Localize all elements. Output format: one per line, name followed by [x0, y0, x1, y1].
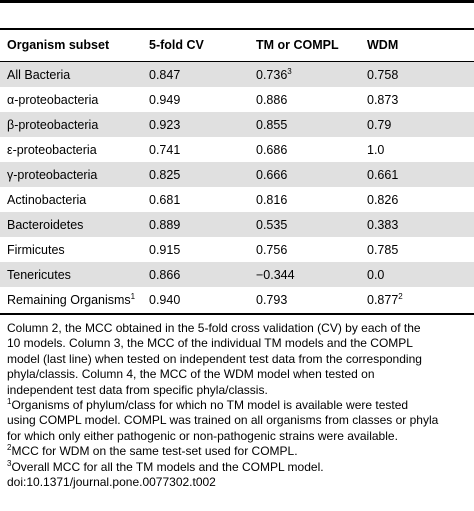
cell-five-fold-cv-value: 0.681 [149, 192, 181, 207]
cell-wdm-value: 0.383 [367, 217, 399, 232]
cell-tm-or-compl-value: 0.756 [256, 242, 288, 257]
cell-five-fold-cv-value: 0.940 [149, 292, 181, 307]
cell-five-fold-cv [142, 112, 249, 137]
footnote-marker: 2 [398, 291, 403, 301]
cell-organism [0, 62, 142, 87]
table-row [0, 62, 474, 87]
cell-wdm-value: 0.661 [367, 167, 399, 182]
cell-tm-or-compl-value: 0.855 [256, 117, 288, 132]
table-row [0, 162, 474, 187]
cell-tm-or-compl [249, 262, 360, 287]
table-row [0, 287, 474, 312]
cell-five-fold-cv [142, 162, 249, 187]
footnote-1-line: Organisms of phylum/class for which no TM model is available were tested [11, 398, 409, 413]
cell-five-fold-cv-value: 0.866 [149, 267, 181, 282]
cell-wdm-value: 0.0 [367, 267, 385, 282]
table-row [0, 212, 474, 237]
cell-organism [0, 262, 142, 287]
cell-five-fold-cv-value: 0.915 [149, 242, 181, 257]
header-wdm: WDM [367, 38, 399, 52]
cell-wdm [360, 187, 474, 212]
cell-tm-or-compl-value: 0.886 [256, 92, 288, 107]
caption-line: 10 models. Column 3, the MCC of the individual TM models and the COMPL [7, 336, 413, 351]
table-row [0, 137, 474, 162]
cell-wdm-value: 1.0 [367, 142, 385, 157]
caption-line: model (last line) when tested on independent test data from the corresponding [7, 351, 422, 366]
cell-tm-or-compl-value: 0.666 [256, 167, 288, 182]
cell-wdm [360, 237, 474, 262]
caption-line: phyla/classis. Column 4, the MCC of the WDM model when tested on [7, 367, 375, 382]
cell-five-fold-cv-value: 0.847 [149, 67, 181, 82]
table-row [0, 187, 474, 212]
cell-tm-or-compl-value: 0.535 [256, 217, 288, 232]
footnote-3 [7, 460, 474, 475]
footnote-2-text: MCC for WDM on the same test-set used for COMPL. [11, 444, 298, 459]
table-top-rule [0, 0, 474, 3]
cell-wdm-value: 0.758 [367, 67, 399, 82]
cell-five-fold-cv [142, 87, 249, 112]
header-tm-or-compl: TM or COMPL [256, 38, 339, 52]
table-row [0, 87, 474, 112]
footnote-3-text: Overall MCC for all the TM models and the COMPL model. [11, 459, 324, 474]
cell-organism [0, 87, 142, 112]
cell-wdm-value: 0.785 [367, 242, 399, 257]
table-body [0, 62, 474, 312]
cell-organism-value: Tenericutes [7, 267, 71, 282]
cell-organism [0, 112, 142, 137]
cell-wdm-value: 0.873 [367, 92, 399, 107]
cell-five-fold-cv-value: 0.889 [149, 217, 181, 232]
cell-five-fold-cv [142, 262, 249, 287]
cell-tm-or-compl-value: 0.686 [256, 142, 288, 157]
footnote-2-mark: 2 [7, 443, 12, 453]
cell-wdm-value: 0.877 [367, 292, 399, 307]
cell-five-fold-cv [142, 212, 249, 237]
cell-tm-or-compl-value: 0.816 [256, 192, 288, 207]
cell-wdm [360, 162, 474, 187]
cell-tm-or-compl [249, 137, 360, 162]
table-row [0, 112, 474, 137]
table-row [0, 237, 474, 262]
cell-wdm [360, 87, 474, 112]
cell-five-fold-cv [142, 287, 249, 312]
cell-organism-value: Bacteroidetes [7, 217, 84, 232]
cell-organism [0, 212, 142, 237]
cell-organism [0, 162, 142, 187]
cell-tm-or-compl [249, 162, 360, 187]
cell-organism-value: Firmicutes [7, 242, 65, 257]
caption-line: Column 2, the MCC obtained in the 5-fold cross validation (CV) by each of the [7, 321, 421, 335]
cell-organism-value: ε-proteobacteria [7, 142, 97, 157]
results-table [0, 62, 474, 312]
cell-organism [0, 137, 142, 162]
cell-five-fold-cv-value: 0.741 [149, 142, 181, 157]
header-organism-subset: Organism subset [7, 38, 110, 52]
cell-tm-or-compl [249, 112, 360, 137]
footnote-1 [7, 398, 474, 444]
caption-line: independent test data from specific phyla/classis. [7, 382, 268, 397]
cell-tm-or-compl-value: −0.344 [256, 267, 295, 282]
cell-organism-value: α-proteobacteria [7, 92, 99, 107]
cell-tm-or-compl [249, 187, 360, 212]
cell-organism-value: All Bacteria [7, 67, 71, 82]
cell-five-fold-cv-value: 0.949 [149, 92, 181, 107]
cell-tm-or-compl-value: 0.736 [256, 67, 288, 82]
cell-wdm [360, 262, 474, 287]
footnote-1-line: for which only either pathogenic or non-pathogenic strains were available. [7, 428, 398, 443]
cell-tm-or-compl [249, 62, 360, 87]
footnote-3-mark: 3 [7, 458, 12, 468]
table-row [0, 262, 474, 287]
cell-organism-value: γ-proteobacteria [7, 167, 98, 182]
doi-line: doi:10.1371/journal.pone.0077302.t002 [7, 475, 216, 490]
cell-five-fold-cv [142, 237, 249, 262]
cell-organism-value: Remaining Organisms [7, 292, 131, 307]
cell-five-fold-cv [142, 137, 249, 162]
footnote-2 [7, 444, 474, 459]
header-five-fold-cv: 5-fold CV [149, 38, 204, 52]
cell-tm-or-compl-value: 0.793 [256, 292, 288, 307]
cell-organism [0, 287, 142, 312]
cell-wdm [360, 62, 474, 87]
cell-wdm [360, 112, 474, 137]
cell-wdm [360, 137, 474, 162]
footnote-marker: 3 [287, 66, 292, 76]
cell-organism [0, 237, 142, 262]
cell-tm-or-compl [249, 287, 360, 312]
cell-wdm [360, 287, 474, 312]
table-caption [7, 321, 474, 398]
cell-organism-value: Actinobacteria [7, 192, 87, 207]
cell-five-fold-cv-value: 0.825 [149, 167, 181, 182]
table-bottom-rule [0, 313, 474, 315]
cell-tm-or-compl [249, 237, 360, 262]
cell-tm-or-compl [249, 87, 360, 112]
cell-wdm-value: 0.79 [367, 117, 392, 132]
cell-wdm-value: 0.826 [367, 192, 399, 207]
cell-tm-or-compl [249, 212, 360, 237]
footnote-marker: 1 [130, 291, 136, 301]
cell-five-fold-cv [142, 62, 249, 87]
cell-five-fold-cv-value: 0.923 [149, 117, 181, 132]
table-footer [7, 321, 474, 490]
footnote-1-line: using COMPL model. COMPL was trained on all organisms from classes or phyla [7, 413, 439, 428]
cell-wdm [360, 212, 474, 237]
cell-organism [0, 187, 142, 212]
cell-organism-value: β-proteobacteria [7, 117, 99, 132]
cell-five-fold-cv [142, 187, 249, 212]
footnote-1-mark: 1 [7, 397, 12, 407]
